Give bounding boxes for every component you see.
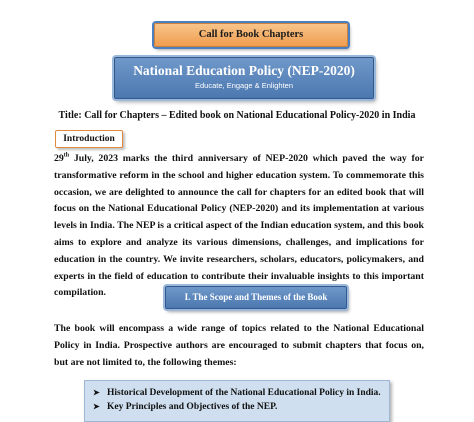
section-heading-scope: I. The Scope and Themes of the Book xyxy=(165,286,347,309)
arrow-bullet-icon: ➤ xyxy=(93,402,100,411)
theme-text: Historical Development of the National Educational Policy in India. xyxy=(107,388,381,398)
scope-paragraph: The book will encompass a wide range of topics related to the National Educational Policy in India. Prospective authors are encouraged to submit chapters that focus on, but are not limited to, the following themes: xyxy=(54,323,424,368)
themes-list-box xyxy=(84,380,390,422)
policy-banner xyxy=(114,57,374,99)
themes-list xyxy=(85,381,389,414)
banner-title: National Education Policy (NEP-2020) xyxy=(133,63,355,78)
arrow-bullet-icon: ➤ xyxy=(93,388,100,397)
intro-day-suffix: th xyxy=(63,152,70,159)
document-title: Title: Call for Chapters – Edited book on National Educational Policy-2020 in India xyxy=(58,110,416,121)
introduction-paragraph xyxy=(54,151,424,302)
banner-subtitle: Educate, Engage & Enlighten xyxy=(195,81,293,90)
theme-item xyxy=(93,386,389,400)
call-for-chapters-badge: Call for Book Chapters xyxy=(154,23,348,47)
intro-day: 29 xyxy=(54,153,64,164)
intro-text: July, 2023 marks the third anniversary of NEP-2020 which paved the way for transformative reform in the school and higher education system. To commemorate this occasion, we are delighted to announce the call for chapters for an edited book that will focus on the National Educational Policy (NEP-2020) and its implementation at various levels in India. The NEP is a critical aspect of the Indian education system, and this book aims to explore and analyze its various dimensions, challenges, and implications for education in the country. We invite researchers, scholars, educators, policymakers, and experts in the field of education to contribute their invaluable insights to this important compilation. xyxy=(54,153,424,299)
theme-item xyxy=(93,400,389,414)
introduction-label: Introduction xyxy=(55,130,123,148)
theme-text: Key Principles and Objectives of the NEP. xyxy=(107,402,278,412)
